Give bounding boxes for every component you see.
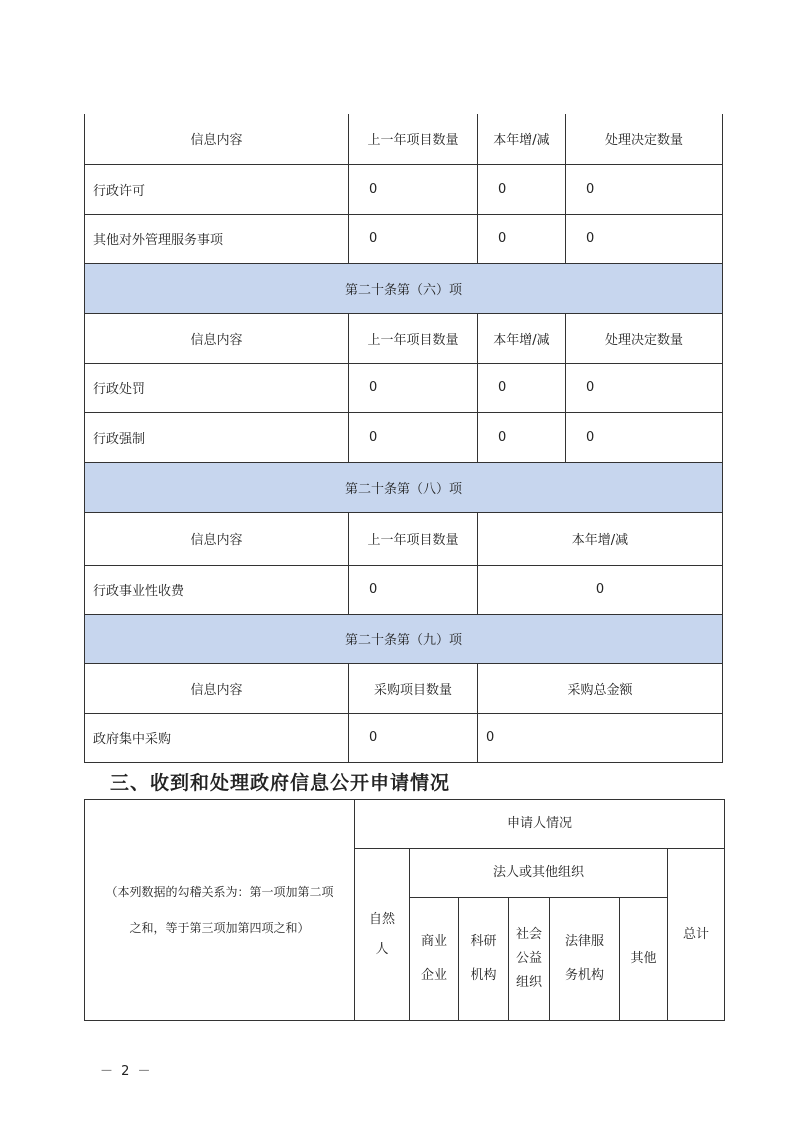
- header-cell: 信息内容: [85, 313, 349, 363]
- row-value: 0: [478, 363, 566, 412]
- row-value: 0: [349, 412, 478, 462]
- row-value: 0: [349, 363, 478, 412]
- header-text: 组织: [515, 975, 542, 990]
- header-cell: 采购总金额: [478, 663, 723, 713]
- total-header: 总计: [668, 849, 725, 1021]
- row-value: 0: [349, 565, 478, 614]
- row-value: 0: [349, 164, 478, 214]
- row-value: 0: [478, 412, 566, 462]
- header-cell: 本年增/减: [478, 512, 723, 565]
- header-cell: 上一年项目数量: [349, 512, 478, 565]
- header-text: 务机构: [564, 968, 604, 983]
- commercial-enterprise-header: [410, 898, 459, 1021]
- table-row: [85, 713, 723, 762]
- section-band: 第二十条第（八）项: [85, 462, 723, 512]
- header-text: 自然: [368, 911, 395, 927]
- header-cell: 采购项目数量: [349, 663, 478, 713]
- row-value: 0: [566, 214, 723, 263]
- header-cell: 信息内容: [85, 663, 349, 713]
- section-band: 第二十条第（六）项: [85, 263, 723, 313]
- page-number: － 2 －: [100, 1064, 153, 1079]
- applicant-header: 申请人情况: [355, 800, 725, 849]
- other-header: 其他: [620, 898, 668, 1021]
- table-header-row: [85, 313, 723, 363]
- section-band-row: [85, 462, 723, 512]
- relation-note-cell: [85, 800, 355, 1021]
- row-value: 0: [478, 214, 566, 263]
- legal-service-org-header: [550, 898, 620, 1021]
- header-text: 机构: [470, 968, 497, 983]
- header-cell: 本年增/减: [478, 313, 566, 363]
- social-welfare-org-header: [509, 898, 550, 1021]
- header-cell: 本年增/减: [478, 114, 566, 164]
- table-row: [85, 214, 723, 263]
- table-header-row: [85, 663, 723, 713]
- header-cell: 处理决定数量: [566, 313, 723, 363]
- row-label: 其他对外管理服务事项: [85, 214, 349, 263]
- row-value: 0: [478, 565, 723, 614]
- header-cell: 上一年项目数量: [349, 313, 478, 363]
- row-value: 0: [566, 363, 723, 412]
- legal-person-header: 法人或其他组织: [410, 849, 668, 898]
- section-band-row: [85, 263, 723, 313]
- header-cell: 信息内容: [85, 512, 349, 565]
- header-text: 法律服: [564, 934, 604, 949]
- row-label: 行政事业性收费: [85, 565, 349, 614]
- row-label: 政府集中采购: [85, 713, 349, 762]
- table-header-row: [85, 512, 723, 565]
- table-row: [85, 164, 723, 214]
- header-cell: 处理决定数量: [566, 114, 723, 164]
- row-value: 0: [349, 214, 478, 263]
- table-row: [85, 565, 723, 614]
- row-value: 0: [566, 164, 723, 214]
- application-table: [84, 799, 725, 1021]
- section-band: 第二十条第（九）项: [85, 614, 723, 663]
- row-label: 行政强制: [85, 412, 349, 462]
- table-header-row: [85, 114, 723, 164]
- section-band-row: [85, 614, 723, 663]
- table-row: [85, 412, 723, 462]
- header-text: 公益: [515, 951, 542, 966]
- row-label: 行政处罚: [85, 363, 349, 412]
- header-cell: 信息内容: [85, 114, 349, 164]
- relation-note-line: （本列数据的勾稽关系为：第一项加第二项: [105, 885, 334, 899]
- header-text: 企业: [420, 968, 447, 983]
- table-row: [85, 363, 723, 412]
- relation-note-line: 之和，等于第三项加第四项之和）: [129, 921, 310, 935]
- research-institution-header: [459, 898, 509, 1021]
- row-value: 0: [478, 164, 566, 214]
- row-value: 0: [349, 713, 478, 762]
- header-text: 商业: [420, 934, 447, 949]
- section-heading: 三、收到和处理政府信息公开申请情况: [110, 772, 451, 794]
- disclosure-table: [84, 114, 723, 763]
- row-value: 0: [478, 713, 723, 762]
- row-label: 行政许可: [85, 164, 349, 214]
- header-text: 社会: [515, 927, 542, 942]
- header-cell: 上一年项目数量: [349, 114, 478, 164]
- row-value: 0: [566, 412, 723, 462]
- header-text: 人: [375, 941, 389, 957]
- natural-person-header: [355, 849, 410, 1021]
- header-text: 科研: [470, 934, 497, 949]
